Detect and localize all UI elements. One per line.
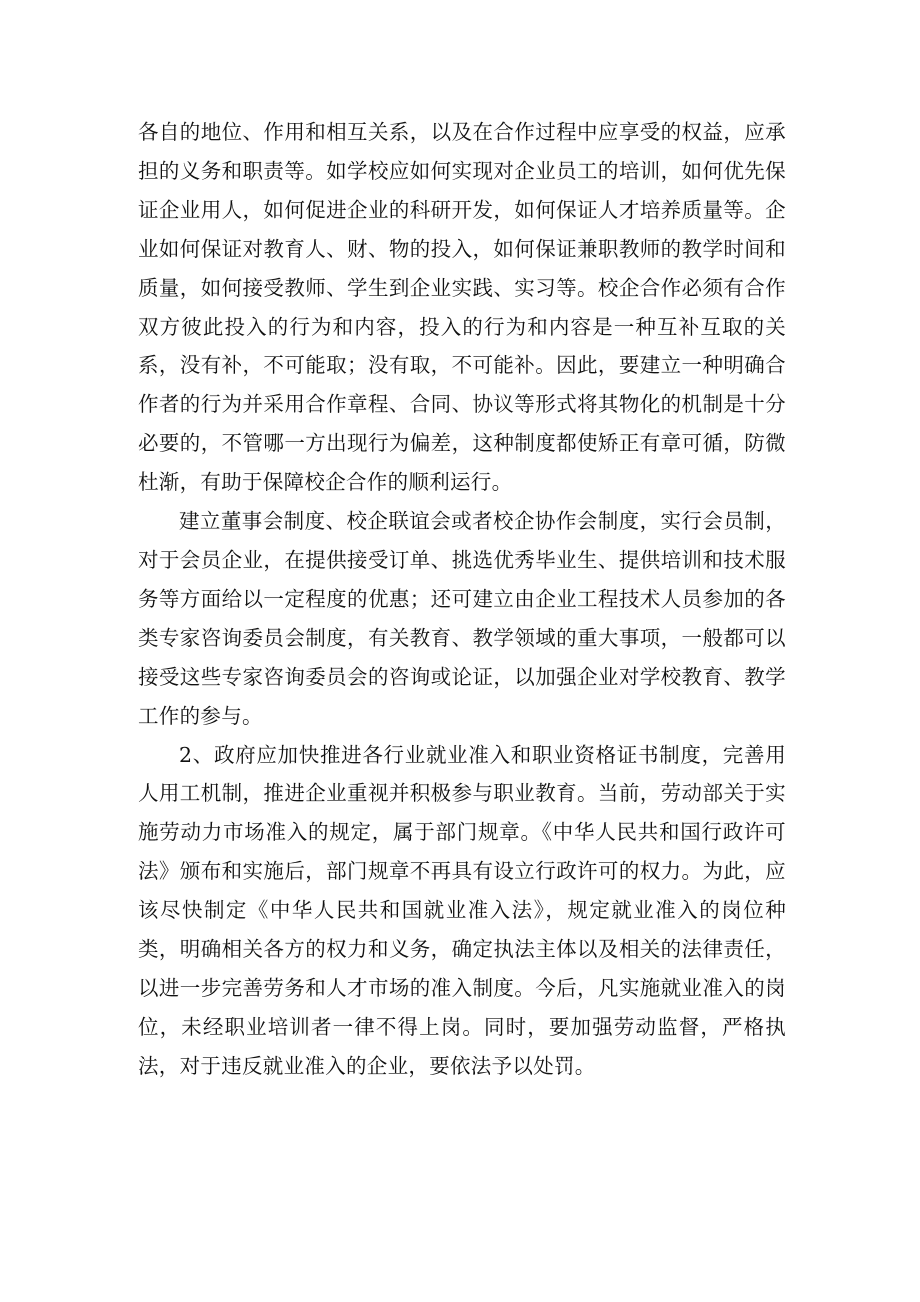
paragraph-board-system: 建立董事会制度、校企联谊会或者校企协作会制度，实行会员制，对于会员企业，在提供接受订单、挑选优秀毕业生、提供培训和技术服务等方面给以一定程度的优惠；还可建立由企业工程技术人员参加的各类专家咨询委员会制度，有关教育、教学领域的重大事项，一般都可以接受这些专家咨询委员会的咨询或论证，以加强企业对学校教育、教学工作的参与。 — [138, 509, 786, 728]
paragraph-continuation: 各自的地位、作用和相互关系，以及在合作过程中应享受的权益，应承担的义务和职责等。如学校应如何实现对企业员工的培训，如何优先保证企业用人，如何促进企业的科研开发，如何保证人才培养质量等。企业如何保证对教育人、财、物的投入，如何保证兼职教师的教学时间和质量，如何接受教师、学生到企业实践、实习等。校企合作必须有合作双方彼此投入的行为和内容，投入的行为和内容是一种互补互取的关系，没有补，不可能取；没有取，不可能补。因此，要建立一种明确合作者的行为并采用合作章程、合同、协议等形式将其物化的机制是十分必要的，不管哪一方出现行为偏差，这种制度都使矫正有章可循，防微杜渐，有助于保障校企合作的顺利运行。 — [138, 120, 786, 495]
paragraph-employment-access: 2、政府应加快推进各行业就业准入和职业资格证书制度，完善用人用工机制，推进企业重视并积极参与职业教育。当前，劳动部关于实施劳动力市场准入的规定，属于部门规章。《中华人民共和国行政许可法》颁布和实施后，部门规章不再具有设立行政许可的权力。为此，应该尽快制定《中华人民共和国就业准入法》，规定就业准入的岗位种类，明确相关各方的权力和义务，确定执法主体以及相关的法律责任，以进一步完善劳务和人才市场的准入制度。今后，凡实施就业准入的岗位，未经职业培训者一律不得上岗。同时，要加强劳动监督，严格执法，对于违反就业准入的企业，要依法予以处罚。 — [138, 742, 786, 1078]
document-body — [138, 113, 786, 1086]
